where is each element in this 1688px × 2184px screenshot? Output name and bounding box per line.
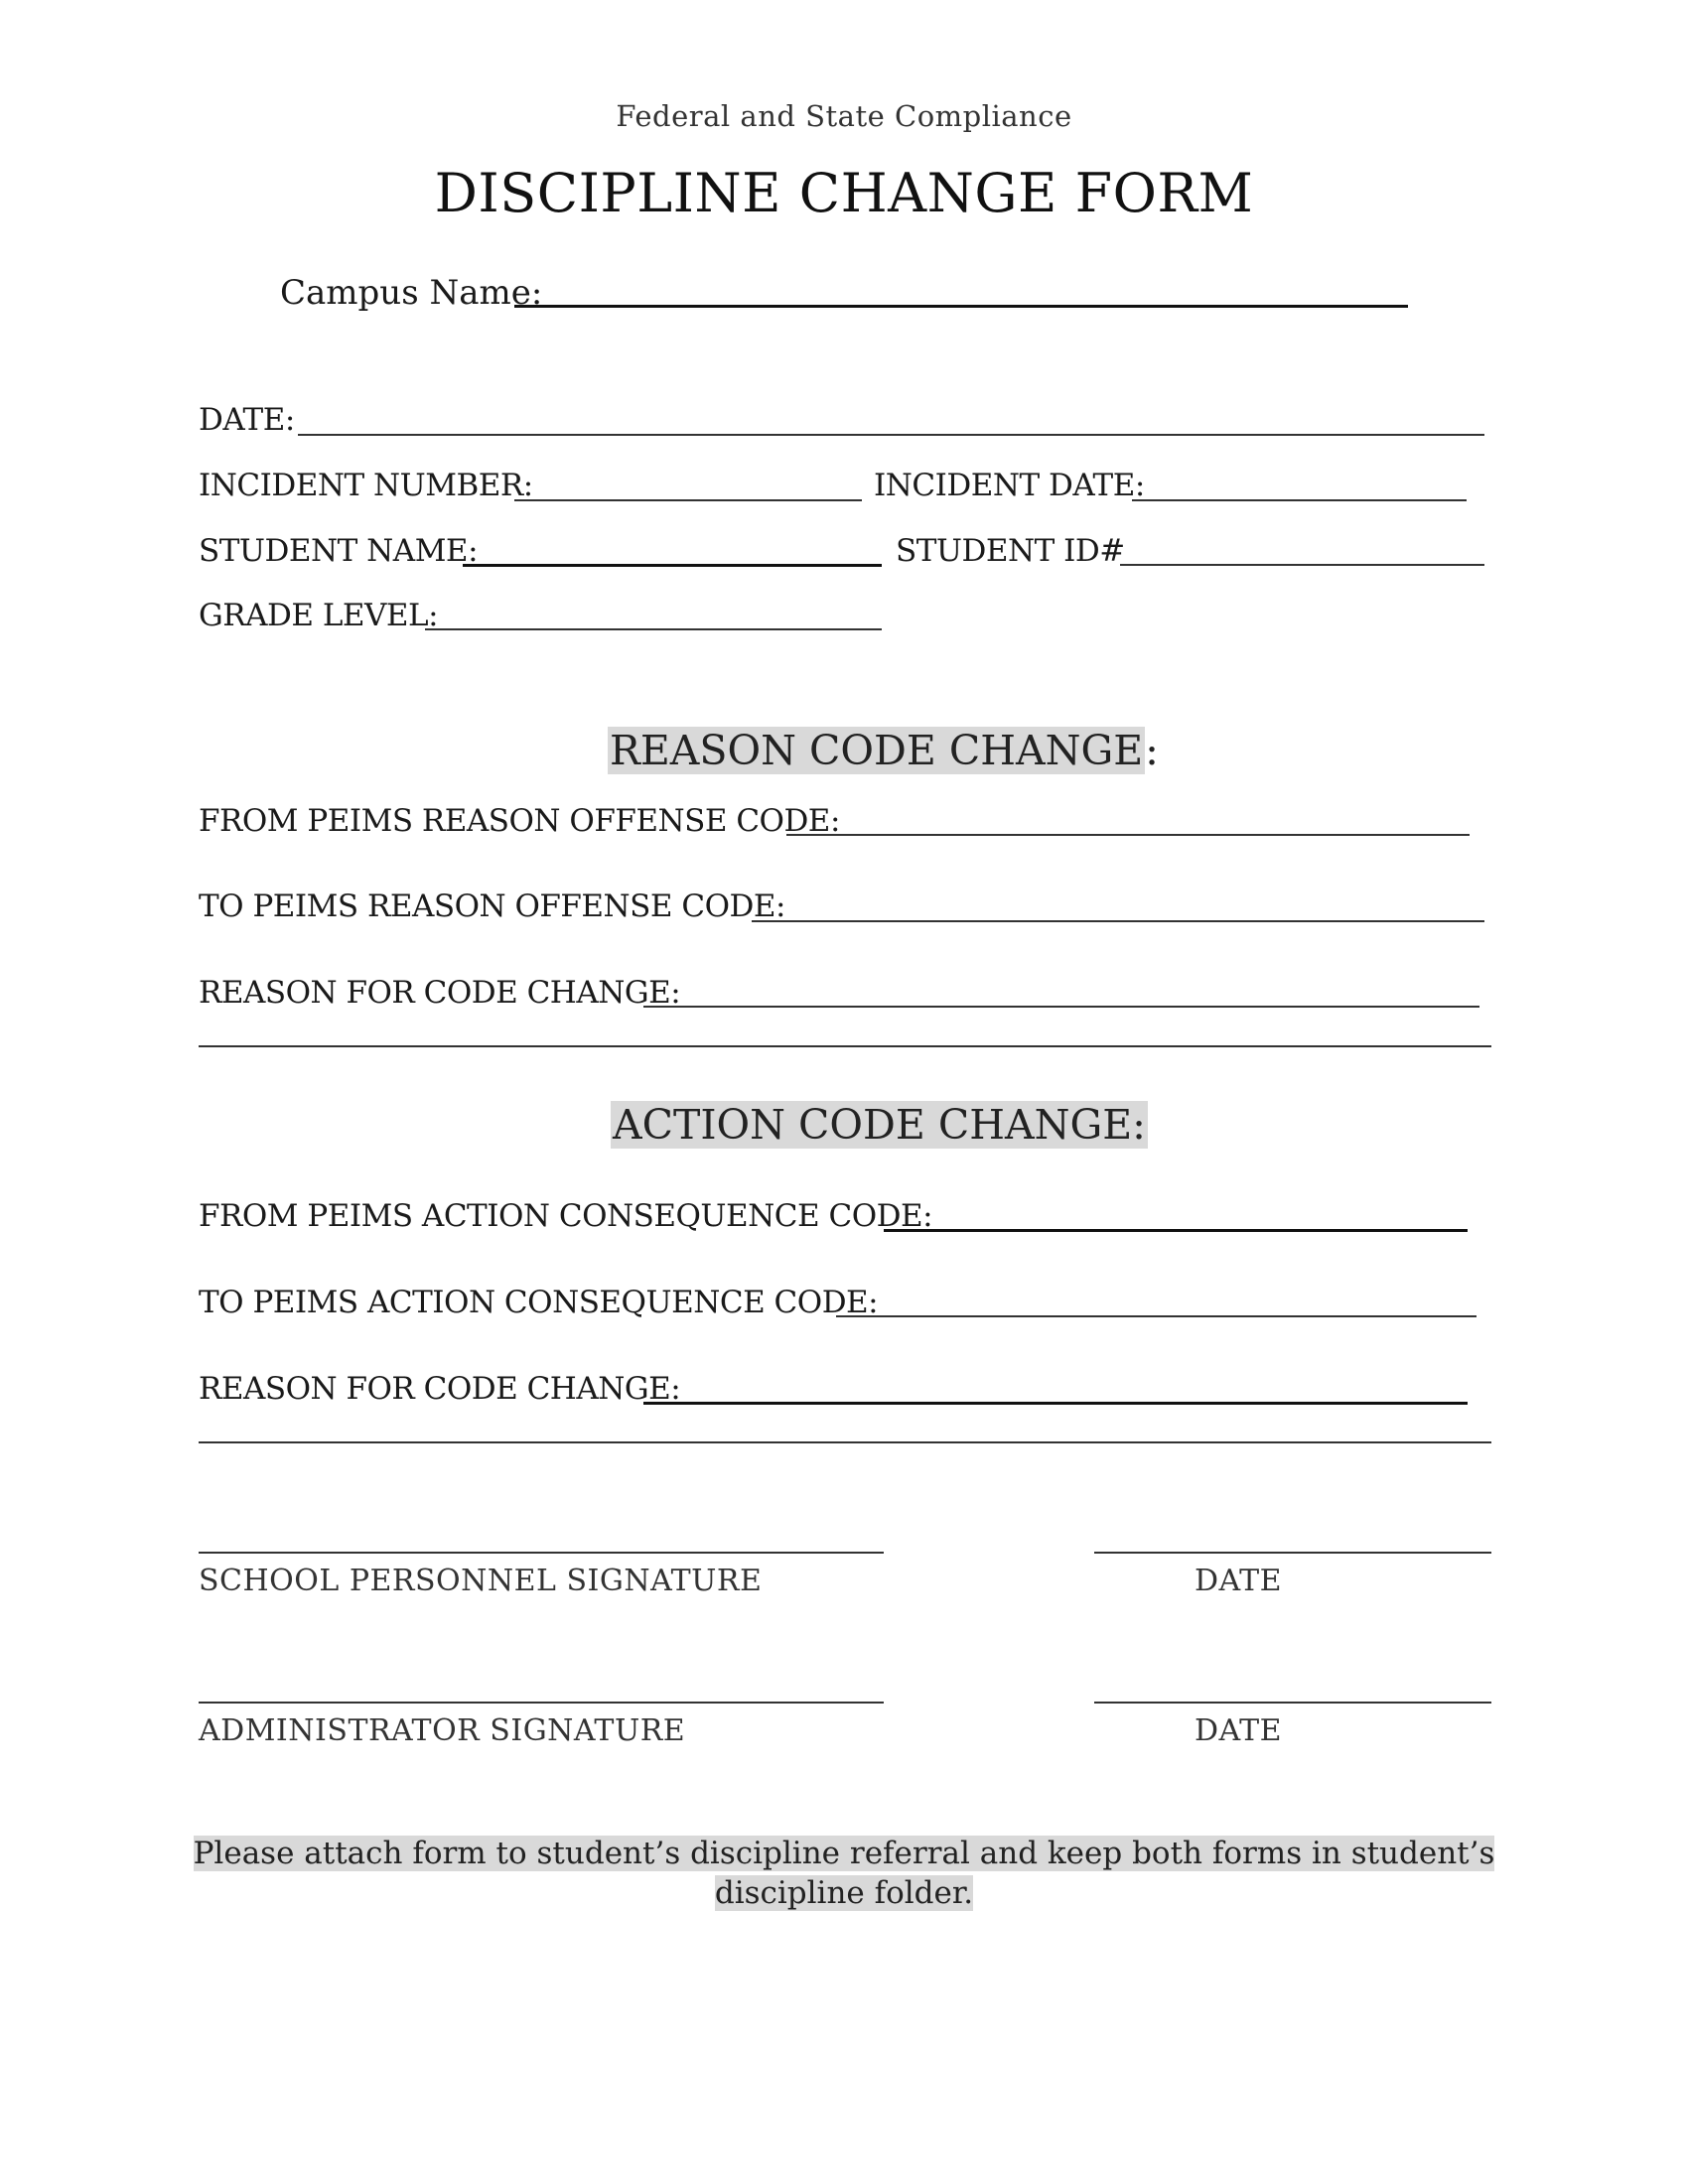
action-section-heading: [611, 1099, 1148, 1151]
form-subtitle: Federal and State Compliance: [616, 99, 1072, 133]
to-action-code-label: TO PEIMS ACTION CONSEQUENCE CODE:: [199, 1285, 879, 1320]
administrator-date-label: DATE: [1195, 1713, 1282, 1748]
incident-number-label: INCIDENT NUMBER:: [199, 468, 533, 503]
footer-note-line2: discipline folder.: [714, 1875, 974, 1911]
to-action-code-field[interactable]: [836, 1315, 1477, 1317]
action-reason-label: REASON FOR CODE CHANGE:: [199, 1371, 681, 1407]
footer-note: [0, 1834, 1688, 1913]
action-heading-text: ACTION CODE CHANGE:: [613, 1101, 1146, 1149]
date-field[interactable]: [298, 434, 1484, 436]
campus-name-label: Campus Name:: [280, 273, 543, 313]
from-reason-code-label: FROM PEIMS REASON OFFENSE CODE:: [199, 803, 840, 839]
personnel-date-line[interactable]: [1094, 1552, 1491, 1554]
administrator-date-line[interactable]: [1094, 1702, 1491, 1704]
from-action-code-field[interactable]: [884, 1229, 1468, 1232]
grade-level-label: GRADE LEVEL:: [199, 598, 439, 633]
personnel-signature-label: SCHOOL PERSONNEL SIGNATURE: [199, 1564, 763, 1598]
form-title: DISCIPLINE CHANGE FORM: [434, 162, 1254, 224]
from-reason-code-field[interactable]: [786, 834, 1470, 836]
student-id-field[interactable]: [1120, 564, 1484, 566]
action-reason-field[interactable]: [643, 1402, 1468, 1405]
student-name-label: STUDENT NAME:: [199, 533, 479, 569]
personnel-date-label: DATE: [1195, 1564, 1282, 1598]
footer-note-line1: Please attach form to student’s discipline referral and keep both forms in student’s: [193, 1836, 1495, 1871]
administrator-signature-line[interactable]: [199, 1702, 884, 1704]
student-id-label: STUDENT ID#: [896, 533, 1125, 569]
reason-code-change-field-line2[interactable]: [199, 1045, 1491, 1047]
administrator-signature-label: ADMINISTRATOR SIGNATURE: [199, 1713, 686, 1748]
campus-name-field[interactable]: [514, 305, 1408, 308]
action-reason-field-line2[interactable]: [199, 1441, 1491, 1443]
reason-code-change-label: REASON FOR CODE CHANGE:: [199, 975, 681, 1011]
student-name-field[interactable]: [463, 564, 882, 567]
reason-heading-text: REASON CODE CHANGE: [610, 727, 1144, 774]
to-reason-code-field[interactable]: [752, 920, 1484, 922]
grade-level-field[interactable]: [425, 628, 882, 630]
date-label: DATE:: [199, 402, 295, 438]
reason-section-heading: [608, 725, 1159, 776]
reason-heading-colon: :: [1145, 727, 1159, 774]
to-reason-code-label: TO PEIMS REASON OFFENSE CODE:: [199, 888, 785, 924]
from-action-code-label: FROM PEIMS ACTION CONSEQUENCE CODE:: [199, 1198, 933, 1234]
incident-date-label: INCIDENT DATE:: [874, 468, 1145, 503]
reason-code-change-field[interactable]: [643, 1006, 1479, 1008]
incident-date-field[interactable]: [1132, 499, 1467, 501]
personnel-signature-line[interactable]: [199, 1552, 884, 1554]
incident-number-field[interactable]: [514, 499, 862, 501]
